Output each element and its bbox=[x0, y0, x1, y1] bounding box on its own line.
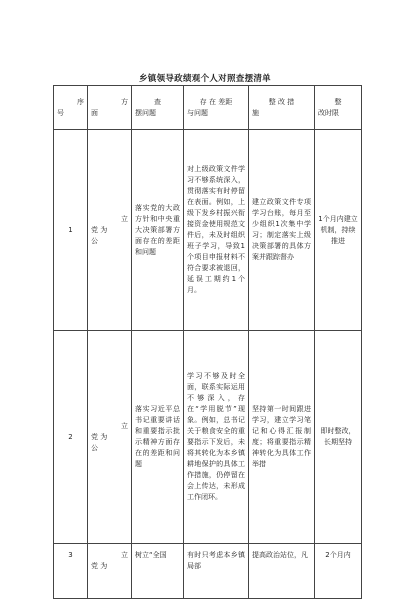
header-aspect: 方 面 bbox=[88, 86, 132, 130]
row-gap: 有时只考虑本乡镇局部 bbox=[184, 544, 249, 599]
header-seq: 序 号 bbox=[54, 86, 88, 130]
row-deadline: 1个月内建立机制，持续推进 bbox=[315, 130, 362, 331]
header-problem: 查 摆问题 bbox=[132, 86, 184, 130]
row-problem: 落实党的大政方针和中央重大决策部署方面存在的差距和问题 bbox=[132, 130, 184, 331]
row-number: 3 bbox=[54, 544, 88, 599]
row-deadline: 即时整改，长期坚持 bbox=[315, 331, 362, 544]
table-header-row bbox=[54, 86, 362, 130]
row-measure: 提高政治站位，凡 bbox=[249, 544, 315, 599]
table-row bbox=[54, 130, 362, 331]
row-deadline: 2个月内 bbox=[315, 544, 362, 599]
row-number: 2 bbox=[54, 331, 88, 544]
row-measure: 建立政策文件专项学习台账，每月至少组织1次集中学习；制定落实上级决策部署的具体方案并跟踪督办 bbox=[249, 130, 315, 331]
header-deadline: 整 改时限 bbox=[315, 86, 362, 130]
row-gap: 对上级政策文件学习不够系统深入，贯彻落实有时停留在表面。例如，上级下发乡村振兴衔接资金使用规范文件后，未及时组织班子学习，导致1个项目申报材料不符合要求被退回，延误工期约1个月。 bbox=[184, 130, 249, 331]
row-aspect: 立 党 为 bbox=[88, 544, 132, 599]
row-measure: 坚持第一时间跟进学习，建立学习笔记和心得汇报制度；将重要指示精神转化为具体工作举措 bbox=[249, 331, 315, 544]
row-aspect: 立 党 为 公 bbox=[88, 130, 132, 331]
row-gap: 学习不够及时全面，联系实际运用不够深入，存在“学用脱节”现象。例如，总书记关于粮食安全的重要指示下发后，未将其转化为本乡镇耕地保护的具体工作措施，仍停留在会上传达，未形成工作闭环。 bbox=[184, 331, 249, 544]
row-number: 1 bbox=[54, 130, 88, 331]
table-row bbox=[54, 544, 362, 599]
header-gap: 存 在 差距 与问题 bbox=[184, 86, 249, 130]
checklist-table bbox=[53, 85, 362, 599]
header-measure: 整 改 措 施 bbox=[249, 86, 315, 130]
row-problem: 落实习近平总书记重要讲话和重要指示批示精神方面存在的差距和问题 bbox=[132, 331, 184, 544]
row-problem: 树立“全国 bbox=[132, 544, 184, 599]
row-aspect: 立 党 为 公 bbox=[88, 331, 132, 544]
document-title: 乡镇领导政绩观个人对照查摆清单 bbox=[138, 74, 271, 84]
table-row bbox=[54, 331, 362, 544]
